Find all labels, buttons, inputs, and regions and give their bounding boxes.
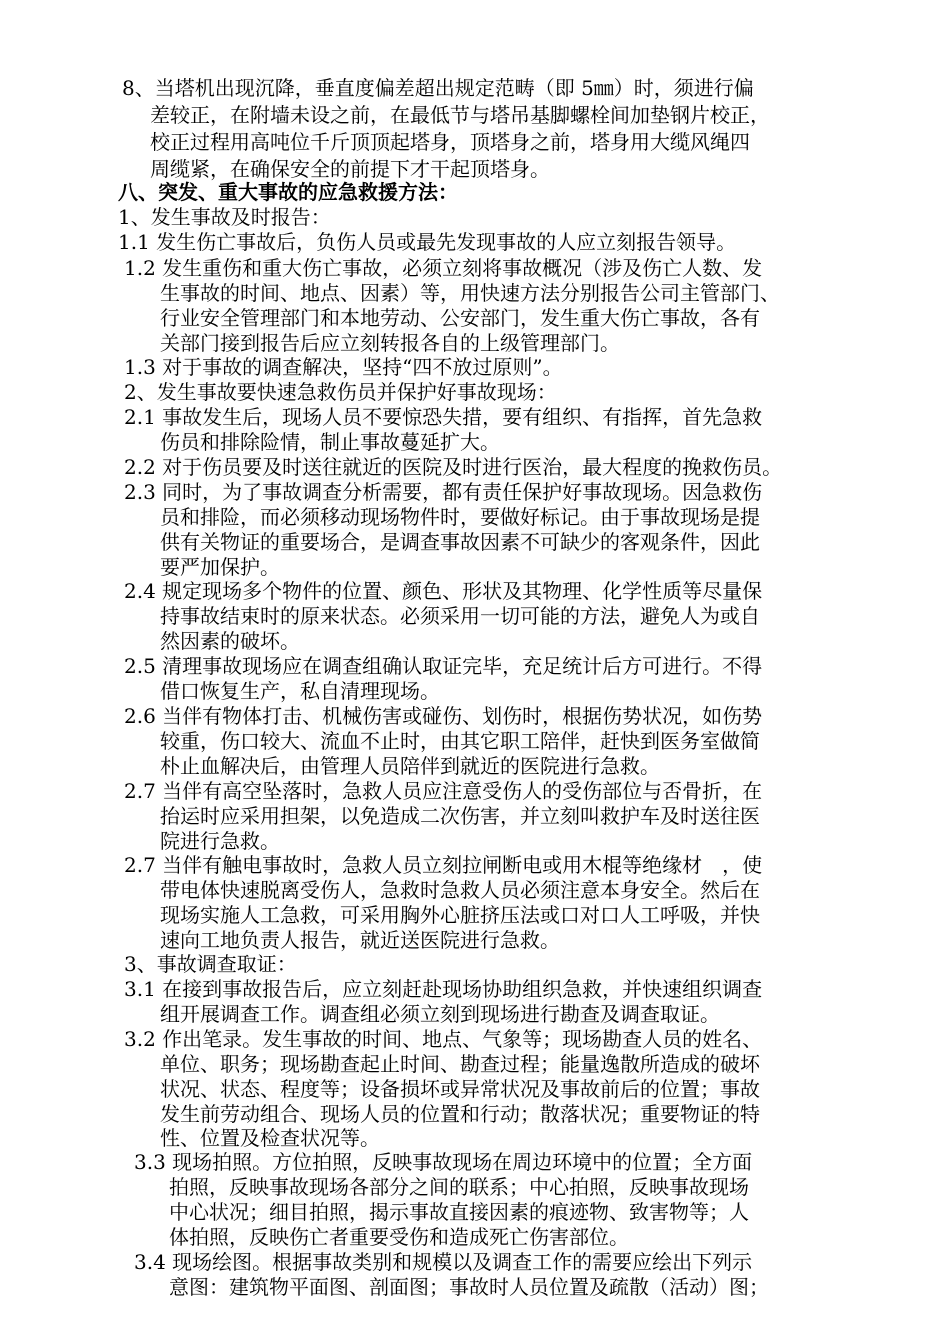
text-line: 拍照，反映事故现场各部分之间的联系；中心拍照，反映事故现场 xyxy=(169,1175,749,1199)
text-line: 意图：建筑物平面图、剖面图；事故时人员位置及疏散（活动）图； xyxy=(169,1275,769,1299)
text-line: 周缆紧，在确保安全的前提下才干起顶塔身。 xyxy=(150,157,550,181)
text-line: 院进行急救。 xyxy=(160,829,280,853)
text-line: 组开展调查工作。调查组必须立刻到现场进行勘查及调查取证。 xyxy=(160,1002,720,1026)
text-line: 校正过程用高吨位千斤顶顶起塔身，顶塔身之前，塔身用大缆风绳四 xyxy=(150,130,750,154)
text-line: 2.3 同时，为了事故调查分析需要，都有责任保护好事故现场。因急救伤 xyxy=(124,480,763,504)
text-line: 3.2 作出笔录。发生事故的时间、地点、气象等；现场勘查人员的姓名、 xyxy=(124,1027,763,1051)
text-line: 员和排险，而必须移动现场物件时，要做好标记。由于事故现场是提 xyxy=(160,505,760,529)
text-line: 状况、状态、程度等；设备损坏或异常状况及事故前后的位置；事故 xyxy=(160,1077,760,1101)
text-line: 发生前劳动组合、现场人员的位置和行动；散落状况；重要物证的特 xyxy=(160,1102,760,1126)
text-line: 速向工地负责人报告，就近送医院进行急救。 xyxy=(160,928,560,952)
text-line: 体拍照，反映伤亡者重要受伤和造成死亡伤害部位。 xyxy=(169,1225,629,1249)
text-line: 持事故结束时的原来状态。必须采用一切可能的方法，避免人为或自 xyxy=(160,604,760,628)
subsection-heading: 1、发生事故及时报告： xyxy=(118,205,331,229)
text-line: 2.6 当伴有物体打击、机械伤害或碰伤、划伤时，根据伤势状况，如伤势 xyxy=(124,704,763,728)
text-line: 行业安全管理部门和本地劳动、公安部门，发生重大伤亡事故，各有 xyxy=(160,306,760,330)
subsection-heading: 3、事故调查取证： xyxy=(124,952,297,976)
text-line: 2.4 规定现场多个物件的位置、颜色、形状及其物理、化学性质等尽量保 xyxy=(124,579,763,603)
text-line: 差较正，在附墙未设之前，在最低节与塔吊基脚螺栓间加垫钢片校正， xyxy=(150,103,770,127)
text-line: 关部门接到报告后应立刻转报各自的上级管理部门。 xyxy=(160,331,620,355)
text-line: 2.7 当伴有触电事故时，急救人员立刻拉闸断电或用木棍等绝缘材 ，使 xyxy=(124,853,763,877)
text-line: 单位、职务；现场勘查起止时间、勘查过程；能量逸散所造成的破坏 xyxy=(160,1052,760,1076)
text-line: 中心状况；细目拍照，揭示事故直接因素的痕迹物、致害物等；人 xyxy=(169,1200,749,1224)
text-line: 要严加保护。 xyxy=(160,555,280,579)
text-line: 1.1 发生伤亡事故后，负伤人员或最先发现事故的人应立刻报告领导。 xyxy=(118,230,737,254)
text-line: 8、当塔机出现沉降，垂直度偏差超出规定范畴（即 5㎜）时，须进行偏 xyxy=(122,76,754,100)
text-line: 借口恢复生产，私自清理现场。 xyxy=(160,679,440,703)
text-line: 3.3 现场拍照。方位拍照，反映事故现场在周边环境中的位置；全方面 xyxy=(134,1150,753,1174)
text-line: 2.1 事故发生后，现场人员不要惊恐失措，要有组织、有指挥，首先急救 xyxy=(124,405,763,429)
text-line: 性、位置及检查状况等。 xyxy=(160,1126,380,1150)
text-line: 供有关物证的重要场合，是调查事故因素不可缺少的客观条件，因此 xyxy=(160,530,760,554)
text-line: 然因素的破坏。 xyxy=(160,629,300,653)
text-line: 带电体快速脱离受伤人，急救时急救人员必须注意本身安全。然后在 xyxy=(160,878,760,902)
text-line: 朴止血解决后，由管理人员陪伴到就近的医院进行急救。 xyxy=(160,754,660,778)
text-line: 较重，伤口较大、流血不止时，由其它职工陪伴，赶快到医务室做简 xyxy=(160,729,760,753)
text-line: 3.1 在接到事故报告后，应立刻赶赴现场协助组织急救，并快速组织调查 xyxy=(124,977,763,1001)
text-line: 2.2 对于伤员要及时送往就近的医院及时进行医治，最大程度的挽救伤员。 xyxy=(124,455,783,479)
text-line: 生事故的时间、地点、因素）等，用快速方法分别报告公司主管部门、 xyxy=(160,281,780,305)
text-line: 现场实施人工急救，可采用胸外心脏挤压法或口对口人工呼吸，并快 xyxy=(160,903,760,927)
subsection-heading: 2、发生事故要快速急救伤员并保护好事故现场： xyxy=(124,380,557,404)
text-line: 2.7 当伴有高空坠落时，急救人员应注意受伤人的受伤部位与否骨折，在 xyxy=(124,779,763,803)
text-line: 抬运时应采用担架，以免造成二次伤害，并立刻叫救护车及时送往医 xyxy=(160,804,760,828)
section-heading: 八、突发、重大事故的应急救援方法： xyxy=(118,180,458,204)
text-line: 1.2 发生重伤和重大伤亡事故，必须立刻将事故概况（涉及伤亡人数、发 xyxy=(124,256,763,280)
text-line: 伤员和排除险情，制止事故蔓延扩大。 xyxy=(160,430,500,454)
text-line: 2.5 清理事故现场应在调查组确认取证完毕，充足统计后方可进行。不得 xyxy=(124,654,763,678)
text-line: 1.3 对于事故的调查解决，坚持“四不放过原则”。 xyxy=(124,355,563,379)
text-line: 3.4 现场绘图。根据事故类别和规模以及调查工作的需要应绘出下列示 xyxy=(134,1250,753,1274)
